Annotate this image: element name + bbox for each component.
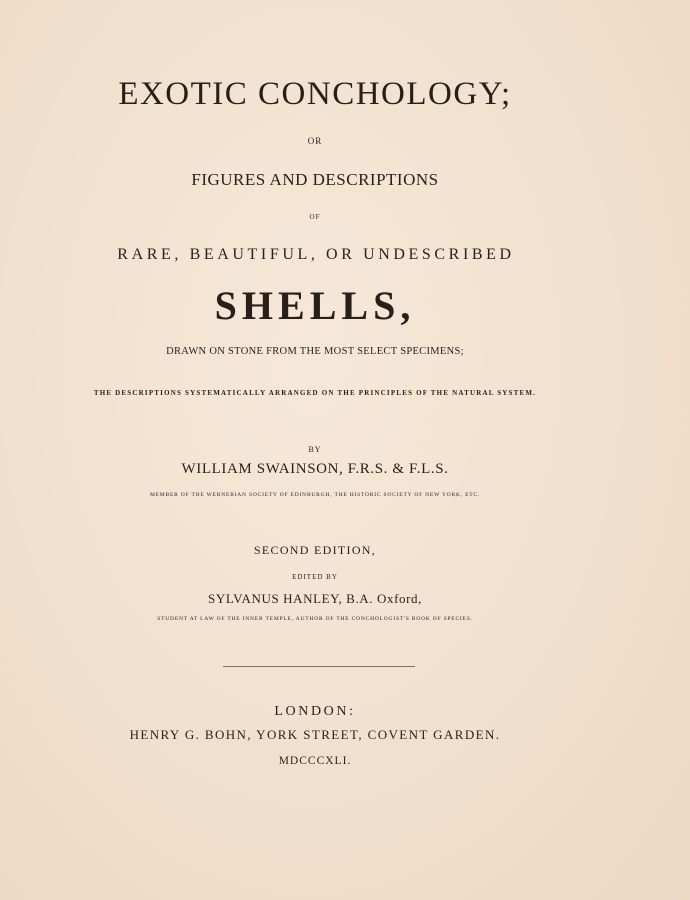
imprint-year: MDCCCXLI.: [278, 755, 352, 767]
book-subtitle: FIGURES AND DESCRIPTIONS: [191, 170, 439, 189]
edited-by-label: EDITED BY: [292, 573, 338, 581]
imprint-publisher: HENRY G. BOHN, YORK STREET, COVENT GARDEN.: [129, 727, 501, 742]
arrangement-line: THE DESCRIPTIONS SYSTEMATICALLY ARRANGED ON THE PRINCIPLES OF THE NATURAL SYSTEM.: [93, 389, 537, 397]
drawn-on-stone-line: DRAWN ON STONE FROM THE MOST SELECT SPECIMENS;: [166, 346, 464, 357]
or-connector: OR: [307, 136, 323, 146]
of-connector: OF: [309, 213, 321, 221]
imprint-city: LONDON:: [274, 704, 356, 719]
author-affiliation: MEMBER OF THE WERNERIAN SOCIETY OF EDINBURGH, THE HISTORIC SOCIETY OF NEW YORK, ETC.: [149, 492, 481, 498]
editor-affiliation: STUDENT AT LAW OF THE INNER TEMPLE, AUTHOR OF THE CONCHOLOGIST'S BOOK OF SPECIES.: [157, 616, 473, 622]
editor-name: SYLVANUS HANLEY, B.A.: [208, 591, 374, 606]
author-name: WILLIAM SWAINSON, F.R.S. & F.L.S.: [181, 461, 449, 477]
descriptor-line: RARE, BEAUTIFUL, OR UNDESCRIBED: [117, 246, 515, 263]
edition-label: SECOND EDITION,: [253, 543, 377, 557]
editor-place: Oxford,: [377, 591, 422, 606]
by-connector: BY: [308, 445, 322, 454]
divider-rule: [223, 666, 415, 667]
editor-line: [0, 591, 630, 607]
book-title: EXOTIC CONCHOLOGY;: [118, 76, 512, 112]
main-subject: SHELLS,: [214, 283, 416, 328]
